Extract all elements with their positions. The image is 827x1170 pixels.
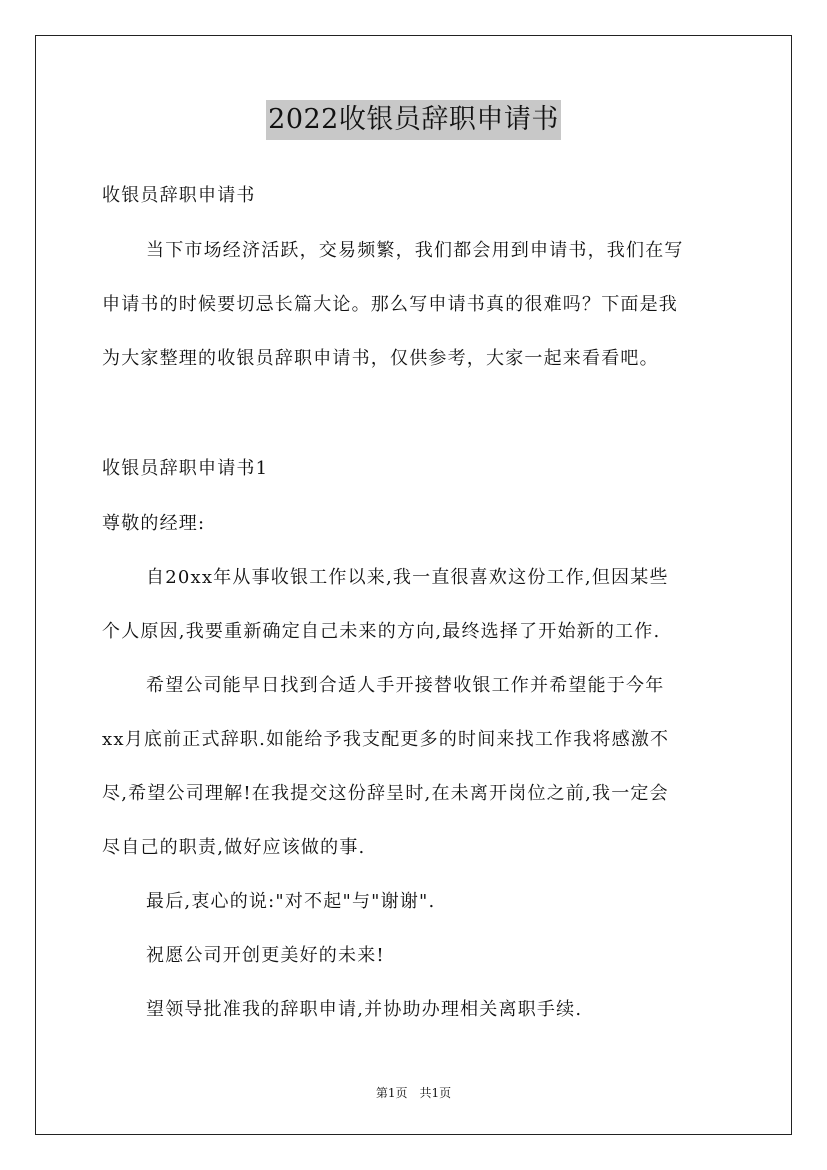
intro-line-2: 申请书的时候要切忌长篇大论。那么写申请书真的很难吗？下面是我 (102, 294, 678, 315)
intro-line-1: 当下市场经济活跃，交易频繁，我们都会用到申请书，我们在写 (146, 240, 684, 261)
para1-line-1: 自20xx年从事收银工作以来,我一直很喜欢这份工作,但因某些 (146, 567, 669, 588)
para2-line-4: 尽自己的职责,做好应该做的事. (102, 837, 366, 858)
para1-line-2: 个人原因,我要重新确定自己未来的方向,最终选择了开始新的工作. (102, 621, 661, 642)
document-title (0, 100, 827, 140)
para3: 最后,衷心的说:"对不起"与"谢谢". (146, 891, 436, 912)
para2-line-1: 希望公司能早日找到合适人手开接替收银工作并希望能于今年 (146, 675, 665, 696)
para2-line-3: 尽,希望公司理解!在我提交这份辞呈时,在未离开岗位之前,我一定会 (102, 783, 669, 804)
page-footer: 第1页 共1页 (375, 1086, 452, 1100)
para5: 望领导批准我的辞职申请,并协助办理相关离职手续. (146, 999, 583, 1020)
title-text: 2022收银员辞职申请书 (266, 100, 561, 140)
para4: 祝愿公司开创更美好的未来! (146, 945, 385, 966)
section-heading: 收银员辞职申请书1 (102, 458, 269, 479)
subtitle: 收银员辞职申请书 (102, 185, 256, 206)
salutation: 尊敬的经理: (102, 513, 206, 534)
intro-line-3: 为大家整理的收银员辞职申请书，仅供参考，大家一起来看看吧。 (102, 348, 659, 369)
para2-line-2: xx月底前正式辞职.如能给予我支配更多的时间来找工作我将感激不 (102, 729, 670, 750)
